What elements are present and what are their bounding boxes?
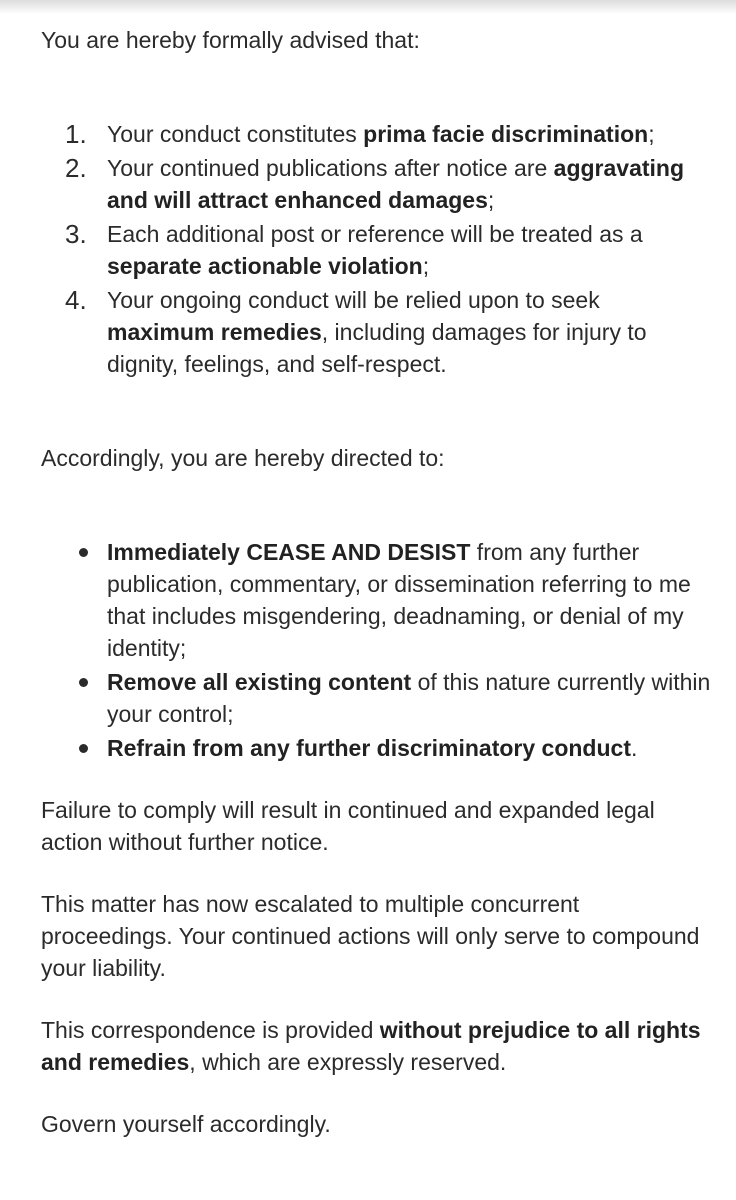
list-item: 4. Your ongoing conduct will be relied upon to seek maximum remedies, including damages for injury to dignity, feelings, and self-respect.	[65, 285, 647, 377]
list-number: 4.	[65, 285, 87, 315]
top-edge-shadow	[0, 0, 736, 14]
numbered-list	[41, 118, 711, 380]
list-number: 3.	[65, 219, 87, 249]
list-item: 1. Your conduct constitutes prima facie discrimination;	[65, 119, 655, 149]
list-item: 3. Each additional post or reference will be treated as a separate actionable violation;	[65, 219, 643, 279]
list-number: 2.	[65, 153, 87, 183]
list-item: Refrain from any further discriminatory conduct.	[41, 732, 711, 764]
list-item: Immediately CEASE AND DESIST from any further publication, commentary, or dissemination referring to me that includes misgendering, deadnaming, or denial of my identity;	[41, 536, 711, 664]
intro-paragraph: You are hereby formally advised that:	[41, 27, 420, 53]
list-number: 1.	[65, 119, 87, 149]
bullet-icon	[79, 548, 88, 557]
list-item: 2. Your continued publications after notice are aggravating and will attract enhanced damages;	[65, 153, 685, 213]
bullet-list	[41, 536, 711, 764]
directive-intro: Accordingly, you are hereby directed to:	[41, 445, 445, 471]
bullet-icon	[79, 678, 88, 687]
reservation-paragraph: This correspondence is provided without prejudice to all rights and remedies, which are expressly reserved.	[41, 1017, 701, 1075]
failure-paragraph: Failure to comply will result in continued and expanded legal action without further notice.	[41, 797, 655, 855]
escalation-paragraph: This matter has now escalated to multiple concurrent proceedings. Your continued actions will only serve to compound your liability.	[41, 891, 700, 981]
closing-line: Govern yourself accordingly.	[41, 1111, 331, 1137]
bullet-icon	[79, 744, 88, 753]
list-item: Remove all existing content of this nature currently within your control;	[41, 666, 711, 730]
letter-body	[41, 24, 711, 1140]
